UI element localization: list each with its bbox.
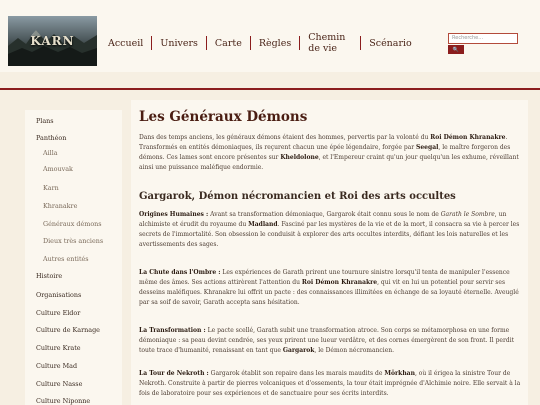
nav-chemin-de-vie[interactable]: Chemin de vie <box>308 32 346 54</box>
nav-regles[interactable]: Règles <box>258 37 292 49</box>
nav-scenario[interactable]: Scénario <box>369 37 412 49</box>
intro-paragraph: Dans des temps anciens, les généraux démons étaient des hommes, pervertis par la volonté du Roi Démon Khranakre. Transformés en entités démoniaques, ils reçurent chacun une épée légendaire, forgée par Seegal, le maître forgeron des démons. Ces lames sont encore présentes sur Kheldolone, et l'Empereur craint qu'un jour quelqu'un les exhume, réveillant ainsi une puissance maléfique endormie. <box>139 134 519 171</box>
sidebar-item-karn[interactable]: Karn <box>43 184 59 192</box>
sidebar-item-khranakre[interactable]: Khranakre <box>43 202 78 210</box>
sidebar-item-culture-eldor[interactable]: Culture Eldor <box>36 309 81 317</box>
tour-paragraph: La Tour de Nekroth : Gargarok établit son repaire dans les marais maudits de Mörkhan, où il érigea la sinistre Tour de Nekroth. Construite à partir de pierres volcaniques et d'ossements, la tour était imprégnée d'Alchimie noire. Elle servait à la fois de laboratoire pour ses expériences et de sanctuaire pour ses écrits interdits. <box>139 370 521 397</box>
sidebar-item-dieux-tres-anciens[interactable]: Dieux très anciens <box>43 237 104 245</box>
nav-univers[interactable]: Univers <box>160 37 198 49</box>
sidebar-item-culture-mad[interactable]: Culture Mad <box>36 362 78 370</box>
transformation-paragraph: La Transformation : Le pacte scellé, Garath subit une transformation atroce. Son corps se métamorphosa en une forme démoniaque : sa peau devint cendrée, ses yeux prirent une lueur verdâtre, et des cornes émergèrent de son front. Il perdit toute trace d'humanité, renaissant en tant que Gargarok, le Démon nécromancien. <box>139 327 515 354</box>
sidebar-item-culture-karnage[interactable]: Culture de Karnage <box>36 326 100 334</box>
sidebar-item-autres-entites[interactable]: Autres entités <box>43 255 89 263</box>
header-divider <box>0 88 540 90</box>
sidebar-item-ailla[interactable]: Ailla <box>43 149 58 157</box>
sidebar-item-culture-nasse[interactable]: Culture Nasse <box>36 380 83 388</box>
sidebar-item-culture-niponne[interactable]: Culture Niponne <box>36 397 91 405</box>
origines-paragraph: Origines Humaines : Avant sa transformation démoniaque, Gargarok était connu sous le nom de Garath le Sombre, un alchimiste et érudit du royaume du Madland. Fasciné par les mystères de la vie et de la mort, il consacra sa vie à percer les secrets de l'immortalité. Son obsession le conduisit à explorer des arts occultes interdits, défiant les lois naturelles et les avertissements des sages. <box>139 211 520 248</box>
search-button[interactable] <box>448 45 464 54</box>
sidebar-item-amouvak[interactable]: Amouvak <box>43 165 73 173</box>
page-title: Les Généraux Démons <box>139 109 308 125</box>
sidebar-item-culture-krate[interactable]: Culture Krate <box>36 344 81 352</box>
search-icon: 🔍 <box>452 47 460 53</box>
search-input[interactable]: Recherche... <box>448 33 518 44</box>
site-logo[interactable] <box>8 16 97 66</box>
site-header <box>0 0 540 72</box>
section-title: Gargarok, Démon nécromancien et Roi des arts occultes <box>139 191 456 202</box>
sidebar-item-generaux-demons[interactable]: Généraux démons <box>43 220 102 228</box>
main-nav <box>100 28 420 58</box>
sidebar-item-plans[interactable]: Plans <box>36 117 54 125</box>
chute-paragraph: La Chute dans l'Ombre : Les expériences de Garath prirent une tournure sinistre lorsqu'il tenta de manipuler l'essence même des âmes. Ses actions attirèrent l'attention du Roi Démon Khranakre, qui vit en lui un potentiel pour servir ses desseins maléfiques. Khranakre lui offrit un pacte : des connaissances illimitées en échange de sa loyauté éternelle. Aveuglé par sa soif de savoir, Garath accepta sans hésitation. <box>139 269 519 306</box>
main-content <box>131 100 528 405</box>
logo-text: KARN <box>30 34 75 48</box>
nav-accueil[interactable]: Accueil <box>108 37 144 49</box>
sidebar-item-pantheon[interactable]: Panthéon <box>36 134 67 142</box>
sidebar-item-organisations[interactable]: Organisations <box>36 291 82 299</box>
nav-carte[interactable]: Carte <box>214 37 242 49</box>
sidebar <box>25 110 122 405</box>
sidebar-item-histoire[interactable]: Histoire <box>36 272 63 280</box>
